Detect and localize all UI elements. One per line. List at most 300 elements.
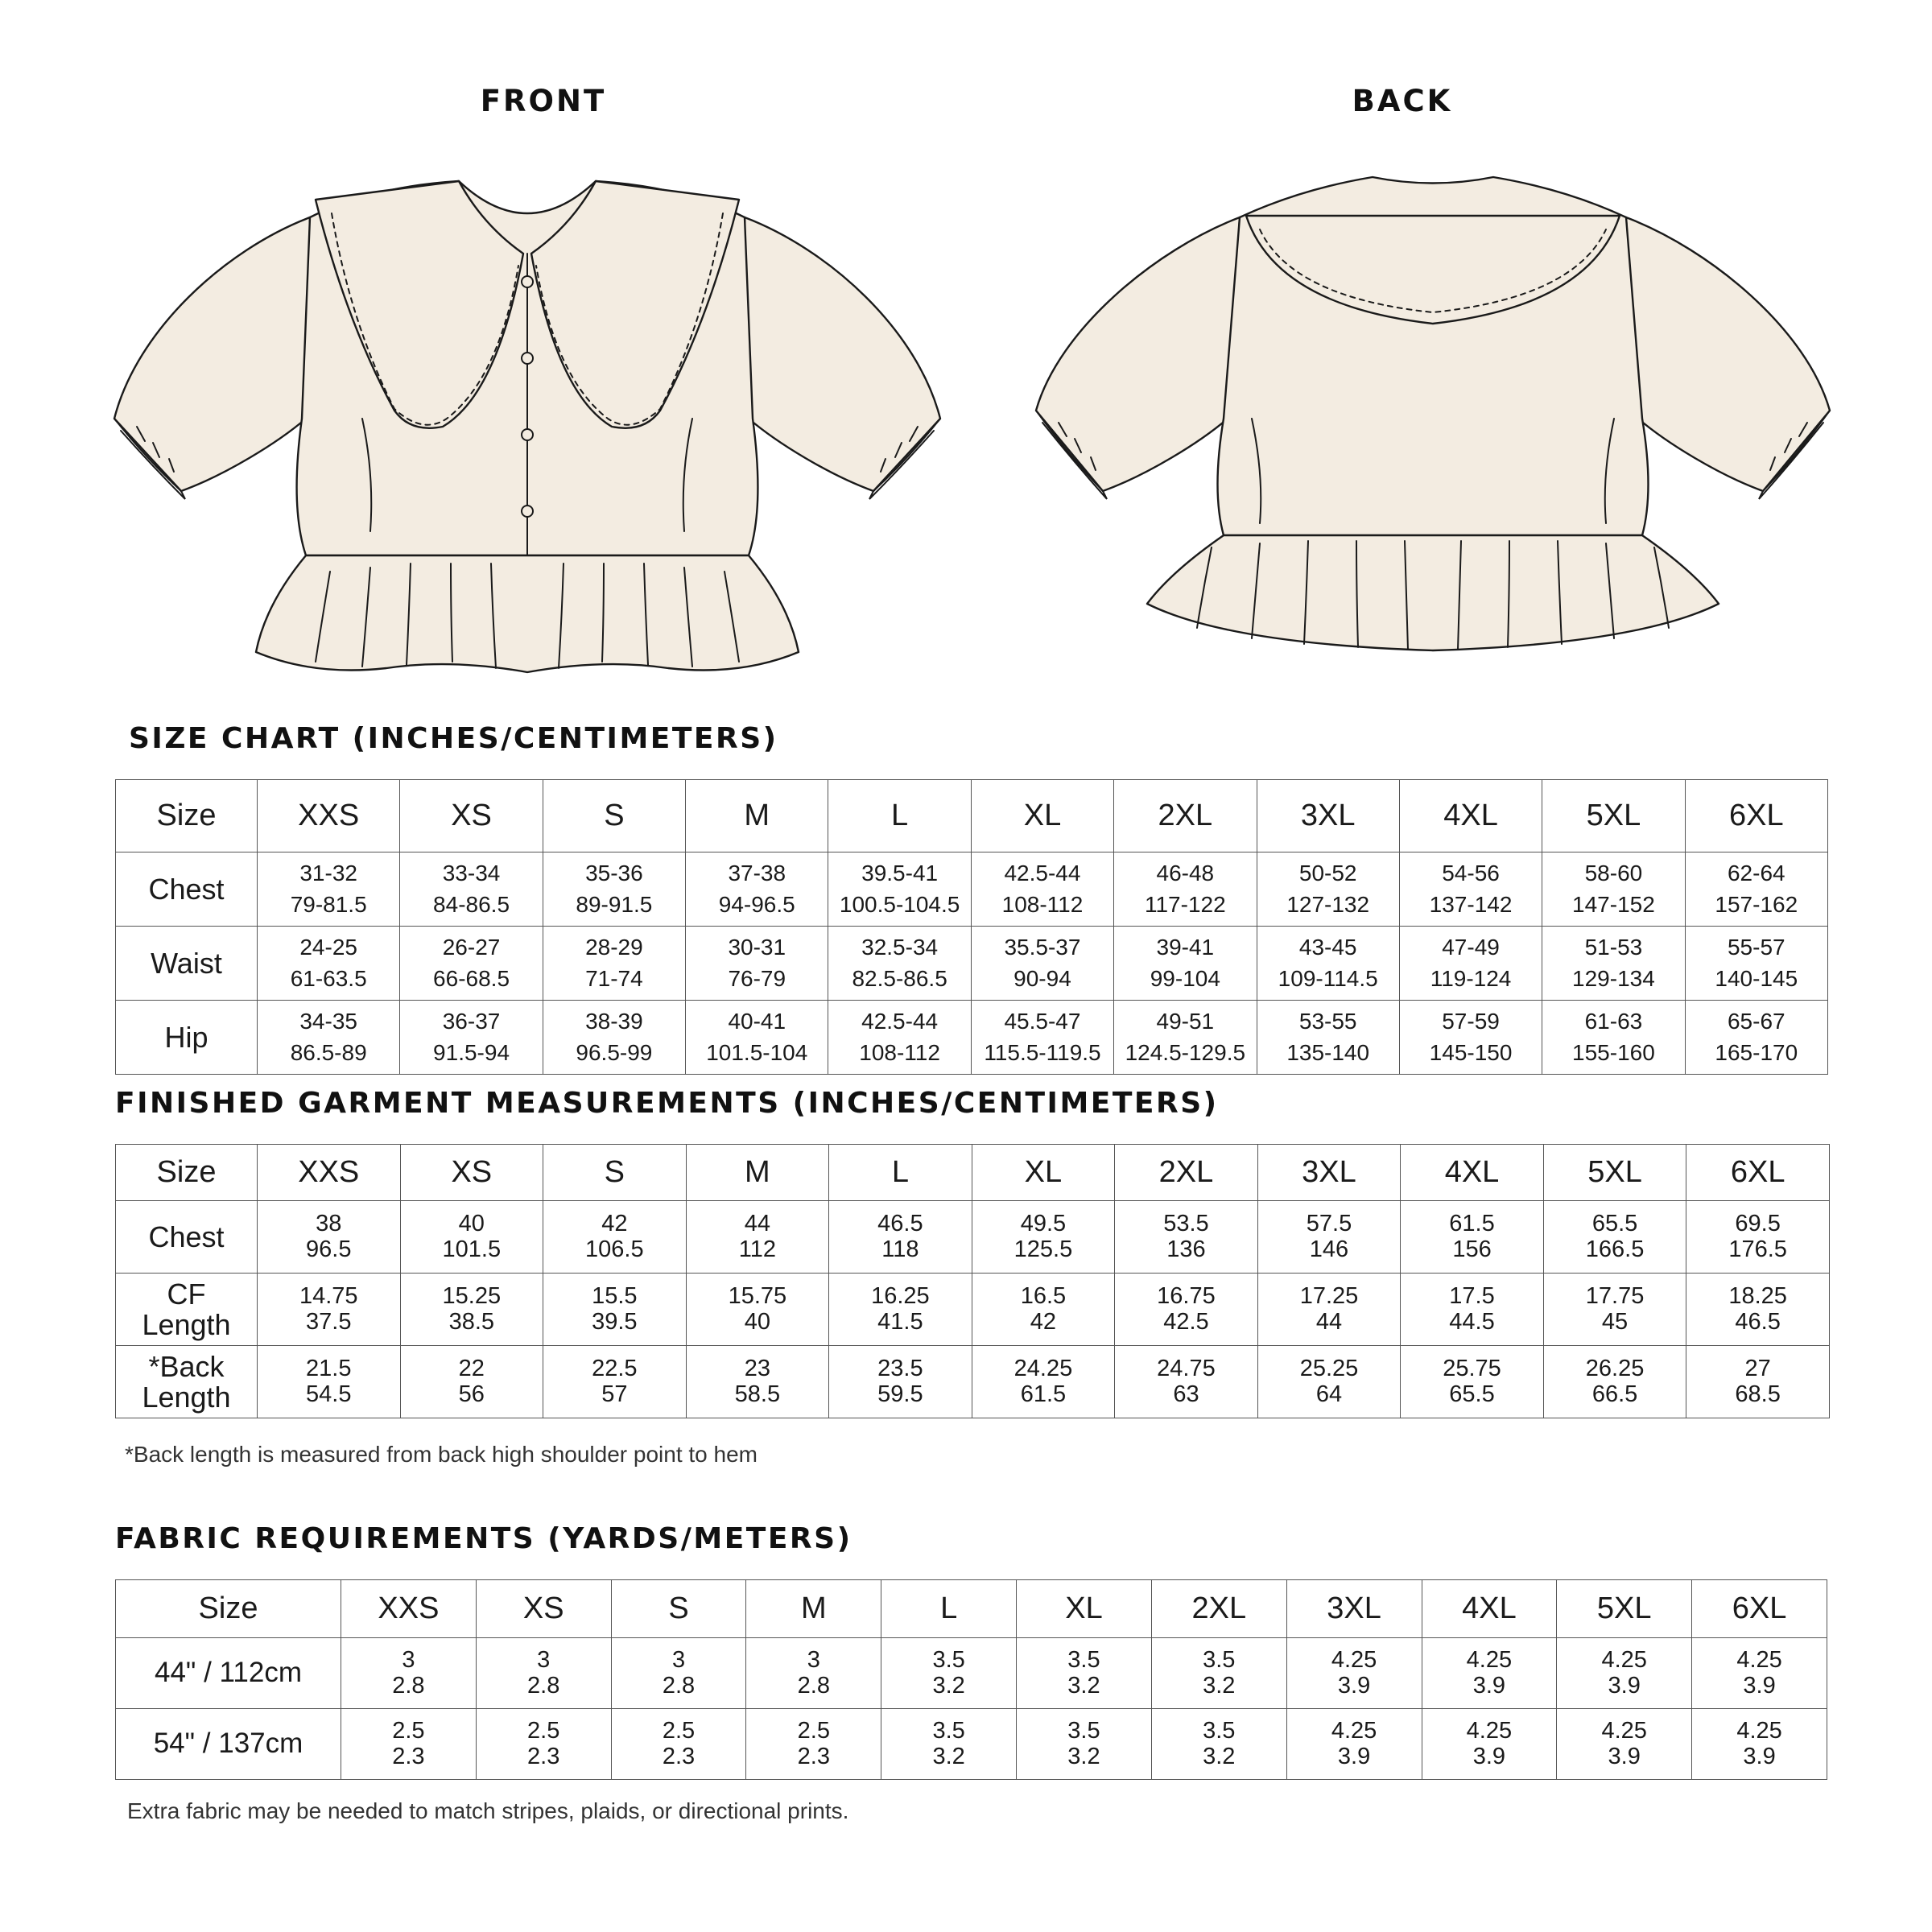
measurement-cell: [1401, 1201, 1544, 1274]
finished-measurements-title: FINISHED GARMENT MEASUREMENTS (INCHES/CENTIMETERS): [115, 1087, 1219, 1120]
imperial-value: 61.5: [1449, 1211, 1495, 1237]
metric-value: 86.5-89: [290, 1039, 367, 1065]
metric-value: 89-91.5: [576, 891, 653, 917]
row-label-line: Chest: [148, 1220, 225, 1253]
header-row: [116, 1145, 1830, 1201]
imperial-value: 42.5-44: [861, 1008, 939, 1034]
measurement-cell: [1543, 1346, 1686, 1418]
measurement-cell: [686, 1346, 829, 1418]
imperial-value: 53.5: [1163, 1211, 1209, 1237]
imperial-value: 46.5: [877, 1211, 923, 1237]
size-header-l: L: [829, 1145, 972, 1201]
row-label: [116, 927, 258, 1001]
measurement-cell: [1115, 1346, 1258, 1418]
row-label-line: Chest: [148, 872, 225, 906]
imperial-value: 37-38: [728, 860, 786, 886]
imperial-value: 4.25: [1331, 1647, 1377, 1674]
size-header-m: M: [746, 1580, 881, 1638]
row-label-line: Waist: [151, 946, 222, 980]
imperial-value: 43-45: [1298, 934, 1357, 960]
imperial-value: 26.25: [1585, 1356, 1645, 1382]
metric-value: 101.5-104: [706, 1039, 808, 1065]
metric-value: 136: [1166, 1236, 1206, 1262]
measurement-cell: [1151, 1638, 1286, 1709]
imperial-value: 45.5-47: [1004, 1008, 1081, 1034]
metric-value: 112: [738, 1236, 776, 1262]
metric-value: 2.3: [662, 1743, 696, 1769]
measurement-cell: [341, 1638, 477, 1709]
measurement-cell: [1686, 1201, 1830, 1274]
metric-value: 42.5: [1163, 1308, 1209, 1335]
size-header-2xl: 2XL: [1114, 780, 1257, 852]
metric-value: 100.5-104.5: [839, 891, 960, 917]
measurement-cell: [543, 927, 685, 1001]
size-header-xxs: XXS: [258, 1145, 401, 1201]
size-header-s: S: [543, 1145, 687, 1201]
imperial-value: 55-57: [1727, 934, 1785, 960]
fabric-requirements-table: [115, 1579, 1827, 1780]
measurement-cell: [881, 1709, 1017, 1780]
metric-value: 166.5: [1585, 1236, 1645, 1262]
size-header-2xl: 2XL: [1151, 1580, 1286, 1638]
metric-value: 135-140: [1286, 1039, 1370, 1065]
table-row: [116, 1346, 1830, 1418]
measurement-cell: [746, 1638, 881, 1709]
front-garment-illustration: [105, 153, 950, 684]
measurement-cell: [1401, 1274, 1544, 1346]
metric-value: 42: [1030, 1308, 1057, 1335]
metric-value: 61-63.5: [290, 965, 367, 991]
measurement-cell: [1543, 1201, 1686, 1274]
size-header-xl: XL: [972, 1145, 1115, 1201]
metric-value: 66.5: [1591, 1381, 1638, 1407]
measurement-cell: [400, 1201, 543, 1274]
size-header-m: M: [686, 1145, 829, 1201]
row-label-line: 44" / 112cm: [155, 1657, 302, 1689]
imperial-value: 17.25: [1299, 1283, 1359, 1310]
metric-value: 56: [458, 1381, 485, 1407]
metric-value: 68.5: [1735, 1381, 1781, 1407]
table-row: [116, 1274, 1830, 1346]
metric-value: 2.8: [797, 1672, 830, 1699]
measurement-cell: [1399, 852, 1542, 927]
table-row: [116, 1201, 1830, 1274]
metric-value: 3.2: [932, 1672, 965, 1699]
measurement-cell: [686, 1274, 829, 1346]
measurement-cell: [258, 1346, 401, 1418]
row-label: [116, 1201, 258, 1274]
imperial-value: 65.5: [1591, 1211, 1638, 1237]
measurement-cell: [1114, 1001, 1257, 1075]
imperial-value: 30-31: [728, 934, 786, 960]
measurement-cell: [611, 1638, 746, 1709]
imperial-value: 14.75: [299, 1283, 358, 1310]
imperial-value: 16.5: [1020, 1283, 1067, 1310]
row-label: [116, 1709, 341, 1780]
measurement-cell: [686, 1201, 829, 1274]
imperial-value: 58-60: [1584, 860, 1643, 886]
imperial-value: 32.5-34: [861, 934, 939, 960]
size-header-6xl: 6XL: [1686, 1145, 1830, 1201]
size-header-6xl: 6XL: [1692, 1580, 1827, 1638]
metric-value: 2.3: [527, 1743, 560, 1769]
imperial-value: 3.5: [1203, 1647, 1236, 1674]
imperial-value: 17.75: [1585, 1283, 1645, 1310]
row-label-line: Length: [142, 1307, 231, 1341]
measurement-cell: [686, 852, 828, 927]
measurement-cell: [543, 1346, 687, 1418]
measurement-cell: [1692, 1709, 1827, 1780]
metric-value: 108-112: [859, 1039, 940, 1065]
measurement-cell: [1686, 1274, 1830, 1346]
metric-value: 3.9: [1472, 1672, 1506, 1699]
imperial-value: 4.25: [1466, 1647, 1513, 1674]
metric-value: 140-145: [1715, 965, 1798, 991]
imperial-value: 24-25: [299, 934, 357, 960]
imperial-value: 54-56: [1442, 860, 1500, 886]
metric-value: 3.9: [1608, 1743, 1641, 1769]
imperial-value: 18.25: [1728, 1283, 1787, 1310]
measurement-cell: [1685, 1001, 1827, 1075]
button: [522, 276, 533, 287]
imperial-value: 61-63: [1584, 1008, 1643, 1034]
imperial-value: 23: [744, 1356, 770, 1382]
imperial-value: 3.5: [1203, 1718, 1236, 1744]
imperial-value: 27: [1744, 1356, 1771, 1382]
imperial-value: 44: [744, 1211, 770, 1237]
metric-value: 99-104: [1150, 965, 1220, 991]
size-header-l: L: [828, 780, 971, 852]
measurement-cell: [1422, 1709, 1557, 1780]
imperial-value: 21.5: [306, 1356, 352, 1382]
metric-value: 41.5: [877, 1308, 923, 1335]
size-chart-title: SIZE CHART (INCHES/CENTIMETERS): [129, 722, 778, 755]
measurement-cell: [1257, 1001, 1399, 1075]
size-header-6xl: 6XL: [1685, 780, 1827, 852]
button: [522, 506, 533, 517]
metric-value: 117-122: [1144, 891, 1226, 917]
imperial-value: 3.5: [932, 1718, 965, 1744]
size-header-5xl: 5XL: [1557, 1580, 1692, 1638]
metric-value: 2.8: [392, 1672, 425, 1699]
table-row: [116, 927, 1828, 1001]
metric-value: 58.5: [734, 1381, 781, 1407]
imperial-value: 3: [402, 1647, 415, 1674]
back-view-title: BACK: [1352, 84, 1453, 118]
row-label-line: 54" / 137cm: [153, 1728, 303, 1760]
metric-value: 40: [744, 1308, 770, 1335]
measurement-cell: [258, 852, 400, 927]
metric-value: 129-134: [1572, 965, 1655, 991]
size-header-3xl: 3XL: [1257, 1145, 1401, 1201]
imperial-value: 15.75: [728, 1283, 787, 1310]
metric-value: 106.5: [585, 1236, 644, 1262]
metric-value: 45: [1601, 1308, 1629, 1335]
imperial-value: 39.5-41: [861, 860, 939, 886]
metric-value: 3.9: [1743, 1672, 1776, 1699]
metric-value: 127-132: [1286, 891, 1370, 917]
metric-value: 63: [1173, 1381, 1199, 1407]
imperial-value: 49.5: [1020, 1211, 1067, 1237]
metric-value: 124.5-129.5: [1125, 1039, 1246, 1065]
measurement-cell: [400, 1274, 543, 1346]
row-label: [116, 1346, 258, 1418]
row-label-line: Hip: [164, 1020, 208, 1054]
measurement-cell: [972, 1274, 1115, 1346]
measurement-cell: [543, 852, 685, 927]
measurement-cell: [972, 1346, 1115, 1418]
imperial-value: 22: [458, 1356, 485, 1382]
imperial-value: 24.75: [1157, 1356, 1216, 1382]
table-row: [116, 1001, 1828, 1075]
size-header-4xl: 4XL: [1422, 1580, 1557, 1638]
imperial-value: 33-34: [442, 860, 501, 886]
measurement-cell: [1685, 927, 1827, 1001]
imperial-value: 4.25: [1601, 1718, 1647, 1744]
metric-value: 115.5-119.5: [984, 1039, 1101, 1065]
row-label: [116, 852, 258, 927]
size-chart-table: [115, 779, 1828, 1075]
measurement-cell: [1543, 1274, 1686, 1346]
imperial-value: 17.5: [1449, 1283, 1495, 1310]
metric-value: 84-86.5: [433, 891, 510, 917]
measurement-cell: [971, 1001, 1113, 1075]
measurement-cell: [611, 1709, 746, 1780]
metric-value: 91.5-94: [433, 1039, 510, 1065]
imperial-value: 4.25: [1736, 1718, 1782, 1744]
imperial-value: 46-48: [1156, 860, 1215, 886]
metric-value: 137-142: [1429, 891, 1513, 917]
metric-value: 38.5: [448, 1308, 495, 1335]
peplum: [256, 555, 799, 672]
measurement-cell: [828, 852, 971, 927]
size-header-xl: XL: [971, 780, 1113, 852]
measurement-cell: [543, 1201, 687, 1274]
measurement-cell: [1114, 927, 1257, 1001]
measurement-cell: [1017, 1709, 1152, 1780]
measurement-cell: [1257, 1346, 1401, 1418]
measurement-cell: [1399, 1001, 1542, 1075]
row-label-line: Length: [142, 1380, 231, 1414]
size-header-4xl: 4XL: [1401, 1145, 1544, 1201]
metric-value: 3.9: [1472, 1743, 1506, 1769]
metric-value: 101.5: [442, 1236, 502, 1262]
table-row: [116, 852, 1828, 927]
metric-value: 37.5: [306, 1308, 352, 1335]
metric-value: 108-112: [1001, 891, 1084, 917]
measurement-cell: [1557, 1709, 1692, 1780]
metric-value: 44.5: [1449, 1308, 1495, 1335]
size-header-4xl: 4XL: [1399, 780, 1542, 852]
metric-value: 3.2: [932, 1743, 965, 1769]
metric-value: 118: [881, 1236, 919, 1262]
metric-value: 157-162: [1715, 891, 1798, 917]
size-header-label: Size: [116, 1580, 341, 1638]
measurement-cell: [1422, 1638, 1557, 1709]
imperial-value: 51-53: [1584, 934, 1643, 960]
metric-value: 125.5: [1013, 1236, 1073, 1262]
metric-value: 2.3: [392, 1743, 425, 1769]
metric-value: 119-124: [1430, 965, 1512, 991]
measurement-cell: [828, 1001, 971, 1075]
metric-value: 3.9: [1337, 1743, 1371, 1769]
imperial-value: 42: [601, 1211, 628, 1237]
imperial-value: 57-59: [1442, 1008, 1500, 1034]
metric-value: 3.9: [1743, 1743, 1776, 1769]
metric-value: 2.3: [797, 1743, 830, 1769]
imperial-value: 4.25: [1466, 1718, 1513, 1744]
metric-value: 176.5: [1728, 1236, 1787, 1262]
measurement-cell: [1115, 1274, 1258, 1346]
metric-value: 59.5: [877, 1381, 923, 1407]
metric-value: 3.2: [1067, 1743, 1100, 1769]
measurement-cell: [829, 1346, 972, 1418]
metric-value: 90-94: [1013, 965, 1071, 991]
row-label: [116, 1001, 258, 1075]
measurement-cell: [1542, 852, 1685, 927]
metric-value: 64: [1315, 1381, 1343, 1407]
size-header-m: M: [686, 780, 828, 852]
measurement-cell: [258, 1274, 401, 1346]
imperial-value: 40-41: [728, 1008, 786, 1034]
size-header-s: S: [543, 780, 685, 852]
imperial-value: 53-55: [1298, 1008, 1357, 1034]
metric-value: 3.2: [1203, 1743, 1236, 1769]
metric-value: 46.5: [1735, 1308, 1781, 1335]
measurement-cell: [258, 927, 400, 1001]
measurement-cell: [400, 852, 543, 927]
metric-value: 44: [1315, 1308, 1343, 1335]
imperial-value: 2.5: [392, 1718, 425, 1744]
imperial-value: 16.25: [871, 1283, 930, 1310]
measurement-cell: [746, 1709, 881, 1780]
metric-value: 165-170: [1715, 1039, 1798, 1065]
imperial-value: 35-36: [585, 860, 643, 886]
imperial-value: 25.25: [1299, 1356, 1359, 1382]
metric-value: 57: [601, 1381, 628, 1407]
measurement-cell: [972, 1201, 1115, 1274]
measurement-cell: [829, 1201, 972, 1274]
metric-value: 145-150: [1429, 1039, 1513, 1065]
metric-value: 96.5: [306, 1236, 352, 1262]
size-header-xl: XL: [1017, 1580, 1152, 1638]
size-header-label: Size: [116, 1145, 258, 1201]
imperial-value: 38-39: [585, 1008, 643, 1034]
measurement-cell: [1286, 1709, 1422, 1780]
metric-value: 109-114.5: [1278, 965, 1378, 991]
imperial-value: 26-27: [442, 934, 501, 960]
imperial-value: 23.5: [877, 1356, 923, 1382]
measurement-cell: [400, 1001, 543, 1075]
measurement-cell: [400, 1346, 543, 1418]
size-header-s: S: [611, 1580, 746, 1638]
size-header-l: L: [881, 1580, 1017, 1638]
metric-value: 147-152: [1572, 891, 1655, 917]
metric-value: 156: [1452, 1236, 1492, 1262]
imperial-value: 3.5: [1067, 1718, 1100, 1744]
imperial-value: 25.75: [1443, 1356, 1501, 1382]
metric-value: 3.9: [1337, 1672, 1371, 1699]
imperial-value: 31-32: [299, 860, 357, 886]
measurement-cell: [1557, 1638, 1692, 1709]
metric-value: 65.5: [1449, 1381, 1495, 1407]
table-row: [116, 1638, 1827, 1709]
size-header-xs: XS: [400, 1145, 543, 1201]
metric-value: 79-81.5: [290, 891, 367, 917]
measurement-cell: [1401, 1346, 1544, 1418]
fabric-footnote: Extra fabric may be needed to match stripes, plaids, or directional prints.: [127, 1798, 849, 1823]
measurement-cell: [971, 852, 1113, 927]
measurement-cell: [476, 1638, 611, 1709]
size-header-xxs: XXS: [341, 1580, 477, 1638]
metric-value: 146: [1309, 1236, 1349, 1262]
metric-value: 3.9: [1608, 1672, 1641, 1699]
metric-value: 71-74: [585, 965, 643, 991]
imperial-value: 50-52: [1298, 860, 1357, 886]
measurement-cell: [1542, 927, 1685, 1001]
size-header-3xl: 3XL: [1257, 780, 1399, 852]
imperial-value: 3: [537, 1647, 551, 1674]
metric-value: 76-79: [728, 965, 786, 991]
imperial-value: 3.5: [1067, 1647, 1100, 1674]
imperial-value: 4.25: [1736, 1647, 1782, 1674]
imperial-value: 22.5: [592, 1356, 638, 1382]
metric-value: 39.5: [592, 1308, 638, 1335]
imperial-value: 3: [807, 1647, 820, 1674]
measurement-cell: [1115, 1201, 1258, 1274]
measurement-cell: [1114, 852, 1257, 927]
size-header-5xl: 5XL: [1542, 780, 1685, 852]
imperial-value: 3.5: [932, 1647, 965, 1674]
metric-value: 66-68.5: [433, 965, 510, 991]
imperial-value: 4.25: [1331, 1718, 1377, 1744]
measurement-cell: [1686, 1346, 1830, 1418]
right-sleeve: [745, 217, 940, 491]
imperial-value: 65-67: [1727, 1008, 1785, 1034]
button: [522, 353, 533, 364]
imperial-value: 16.75: [1157, 1283, 1216, 1310]
measurement-cell: [971, 927, 1113, 1001]
imperial-value: 39-41: [1156, 934, 1215, 960]
imperial-value: 2.5: [797, 1718, 830, 1744]
measurement-cell: [543, 1274, 687, 1346]
row-label-line: *Back: [148, 1349, 225, 1383]
header-row: [116, 780, 1828, 852]
row-label: [116, 1274, 258, 1346]
imperial-value: 36-37: [442, 1008, 501, 1034]
imperial-value: 40: [458, 1211, 485, 1237]
size-header-5xl: 5XL: [1543, 1145, 1686, 1201]
imperial-value: 24.25: [1013, 1356, 1073, 1382]
imperial-value: 28-29: [585, 934, 643, 960]
measurement-cell: [1151, 1709, 1286, 1780]
measurement-cell: [400, 927, 543, 1001]
imperial-value: 3: [671, 1647, 686, 1674]
metric-value: 155-160: [1572, 1039, 1655, 1065]
fabric-requirements-title: FABRIC REQUIREMENTS (YARDS/METERS): [115, 1522, 852, 1555]
size-header-3xl: 3XL: [1286, 1580, 1422, 1638]
size-header-xxs: XXS: [258, 780, 400, 852]
measurement-cell: [1257, 1201, 1401, 1274]
measurement-cell: [686, 1001, 828, 1075]
measurement-cell: [1257, 927, 1399, 1001]
measurement-cell: [258, 1001, 400, 1075]
measurement-cell: [543, 1001, 685, 1075]
size-header-label: Size: [116, 780, 258, 852]
measurement-cell: [1542, 1001, 1685, 1075]
imperial-value: 15.5: [592, 1283, 638, 1310]
metric-value: 3.2: [1067, 1672, 1100, 1699]
